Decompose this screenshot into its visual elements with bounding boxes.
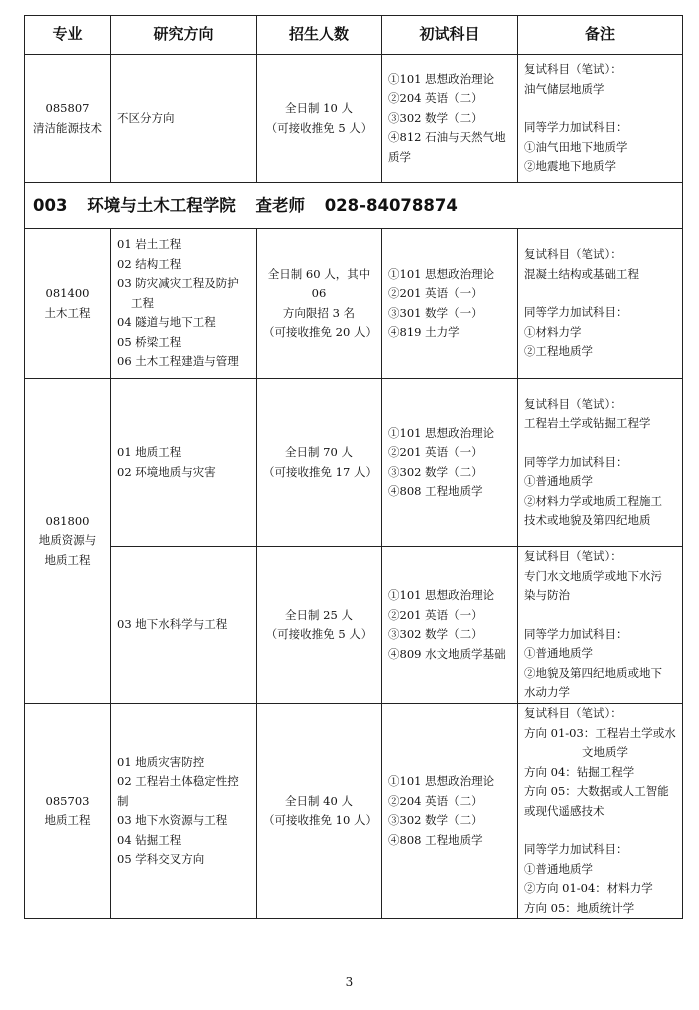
- direction-cell: 01 地质灾害防控 02 工程岩土体稳定性控制 03 地下水资源与工程 04 钻掘工程 05 学科交叉方向: [111, 704, 257, 919]
- direction-cell: 01 岩土工程 02 结构工程 03 防灾减灾工程及防护 工程 04 隧道与地下工程 05 桥梁工程 06 土木工程建造与管理: [111, 229, 257, 379]
- direction-cell: 不区分方向: [111, 55, 257, 183]
- enroll-cell: 全日制 60 人，其中 06 方向限招 3 名 （可接收推免 20 人）: [257, 229, 382, 379]
- enroll-cell: 全日制 40 人 （可接收推免 10 人）: [257, 704, 382, 919]
- header-notes: 备注: [518, 16, 683, 55]
- table-row: [25, 704, 683, 919]
- table-row: [25, 229, 683, 379]
- direction-cell: 03 地下水科学与工程: [111, 547, 257, 704]
- major-cell: 085807 清洁能源技术: [25, 55, 111, 183]
- contact-teacher: 查老师: [255, 195, 305, 215]
- program-table: [24, 15, 683, 919]
- college-code: 003: [33, 195, 68, 215]
- major-cell: 081800 地质资源与 地质工程: [25, 379, 111, 704]
- header-enroll: 招生人数: [257, 16, 382, 55]
- header-exams: 初试科目: [382, 16, 518, 55]
- header-row: [25, 16, 683, 55]
- direction-cell: 01 地质工程 02 环境地质与灾害: [111, 379, 257, 547]
- notes-cell: 复试科目（笔试）： 工程岩土学或钻掘工程学 同等学力加试科目： ①普通地质学 ②材料力学或地质工程施工 技术或地貌及第四纪地质: [518, 379, 683, 547]
- table-row: [25, 55, 683, 183]
- table-row: [25, 547, 683, 704]
- notes-cell: 复试科目（笔试）： 专门水文地质学或地下水污 染与防治 同等学力加试科目： ①普通地质学 ②地貌及第四纪地质或地下 水动力学: [518, 547, 683, 704]
- enroll-cell: 全日制 10 人 （可接收推免 5 人）: [257, 55, 382, 183]
- header-major: 专业: [25, 16, 111, 55]
- exams-cell: ①101 思想政治理论 ②204 英语（二） ③302 数学（二） ④812 石油与天然气地质学: [382, 55, 518, 183]
- major-cell: 081400 土木工程: [25, 229, 111, 379]
- section-header: [25, 183, 683, 229]
- section-header-row: [25, 183, 683, 229]
- enroll-cell: 全日制 70 人 （可接收推免 17 人）: [257, 379, 382, 547]
- enroll-cell: 全日制 25 人 （可接收推免 5 人）: [257, 547, 382, 704]
- exams-cell: ①101 思想政治理论 ②201 英语（一） ③302 数学（二） ④809 水文地质学基础: [382, 547, 518, 704]
- notes-cell: 复试科目（笔试）： 油气储层地质学 同等学力加试科目： ①油气田地下地质学 ②地震地下地质学: [518, 55, 683, 183]
- major-cell: 085703 地质工程: [25, 704, 111, 919]
- header-direction: 研究方向: [111, 16, 257, 55]
- exams-cell: ①101 思想政治理论 ②201 英语（一） ③301 数学（一） ④819 土力学: [382, 229, 518, 379]
- page-number: 3: [345, 975, 354, 989]
- notes-cell: 复试科目（笔试）： 方向 01-03：工程岩土学或水 文地质学 方向 04：钻掘工程学 方向 05：大数据或人工智能 或现代遥感技术 同等学力加试科目： ①普通地质学 ②方向 01-04：材料力学 方向 05：地质统计学: [518, 704, 683, 919]
- college-name: 环境与土木工程学院: [87, 195, 236, 215]
- table-row: [25, 379, 683, 547]
- exams-cell: ①101 思想政治理论 ②201 英语（一） ③302 数学（二） ④808 工程地质学: [382, 379, 518, 547]
- exams-cell: ①101 思想政治理论 ②204 英语（二） ③302 数学（二） ④808 工程地质学: [382, 704, 518, 919]
- contact-phone: 028-84078874: [324, 195, 458, 215]
- notes-cell: 复试科目（笔试）： 混凝土结构或基础工程 同等学力加试科目： ①材料力学 ②工程地质学: [518, 229, 683, 379]
